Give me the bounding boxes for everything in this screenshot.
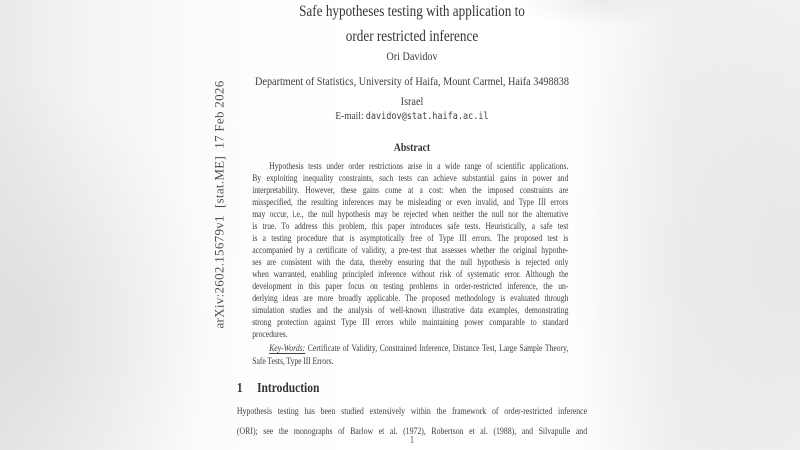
author-name: Ori Davidov: [386, 49, 438, 63]
text-line: is a testing procedure that is asymptotically free of Type III errors. The proposed test is: [252, 233, 569, 243]
abstract-heading: Abstract: [393, 142, 431, 154]
text-line: ses are consistent with the data, thereby ensuring that the null hypothesis is rejected only: [252, 257, 569, 267]
title-line-2: order restricted inference: [345, 28, 479, 45]
section-heading-introduction: [237, 380, 587, 396]
section-number: 1: [236, 380, 243, 395]
intro-line-1: Hypothesis testing has been studied extensively within the framework of order-restricted inference: [236, 406, 588, 416]
affiliation: [237, 71, 587, 111]
page-number: 1: [409, 435, 415, 446]
text-line: Hypothesis tests under order restrictions arise in a wide range of scientific applications.: [269, 161, 569, 171]
text-line: By exploiting inequality constraints, such tests can achieve substantial gains in power and: [252, 173, 569, 183]
paper-title: [237, 0, 587, 49]
text-line: procedures.: [252, 329, 288, 339]
text-line: derlying ideas are more broadly applicable. The proposed methodology is evaluated through: [252, 293, 569, 303]
email-line: [237, 110, 587, 122]
email-address: davidov@stat.haifa.ac.il: [365, 111, 489, 122]
text-line: when warranted, enabling principled inference without risk of systematic error. Although the: [252, 269, 569, 279]
text-line: simulation studies and the analysis of well-known illustrative data examples, demonstrating: [252, 305, 569, 315]
text-line: strong protection against Type III errors while maintaining power comparable to standard: [252, 317, 569, 327]
keywords-text: Certificate of Validity, Constrained Inference, Distance Test, Large Sample Theory, Safe Tests, Type III Errors.: [252, 343, 569, 366]
text-line: development in this paper focus on testing problems in order-restricted inference, the un-: [252, 281, 569, 291]
text-line: misspecified, the resulting inferences may be misleading or even invalid, and Type III errors: [252, 197, 569, 207]
intro-line-2: (ORI); see the monographs of Barlow et al. (1972), Robertson et al. (1988), and Silvapulle and: [236, 426, 588, 436]
text-line: interpretability. However, these gains come at a cost: when the imposed constraints are: [252, 185, 569, 195]
text-line: is true. To address this problem, this paper introduces safe tests. Heuristically, a safe test: [252, 221, 569, 231]
title-line-1: Safe hypotheses testing with application to: [299, 3, 525, 20]
section-title: Introduction: [257, 380, 320, 395]
keywords-line: [252, 342, 568, 367]
email-label: E-mail:: [335, 110, 366, 122]
paper-page: [62, 0, 742, 450]
affiliation-line-2: Israel: [400, 94, 424, 108]
text-line: accompanied by a certificate of validity, a pre-test that assesses whether the original hypothe-: [252, 245, 569, 255]
keywords-label: Key-Words:: [269, 343, 306, 353]
affiliation-line-1: Department of Statistics, University of Haifa, Mount Carmel, Haifa 3498838: [255, 74, 569, 88]
text-line: may occur, i.e., the null hypothesis may be rejected when neither the null nor the alternative: [252, 209, 569, 219]
arxiv-watermark: arXiv:2602.15679v1 [stat.ME] 17 Feb 2026: [211, 80, 227, 329]
abstract-text: [252, 160, 568, 340]
